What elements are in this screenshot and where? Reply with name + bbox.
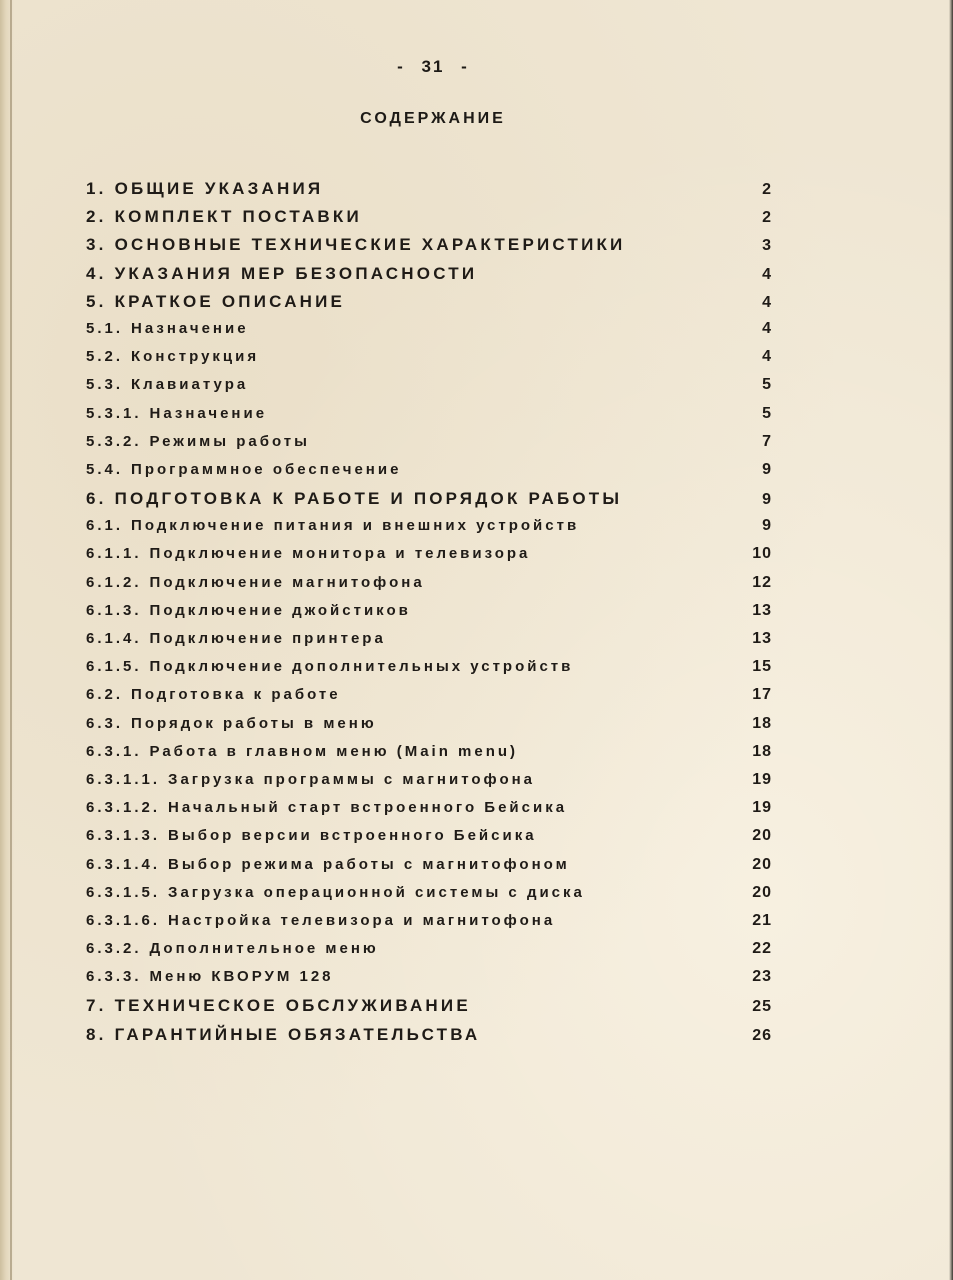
toc-entry [86, 602, 772, 630]
toc-entry-page: 4 [762, 293, 772, 311]
toc-entry-title: ГАРАНТИЙНЫЕ ОБЯЗАТЕЛЬСТВА [114, 1024, 481, 1044]
toc-entry-label [86, 545, 530, 562]
toc-entry [86, 630, 772, 658]
toc-entry-title: Подключение джойстиков [149, 601, 411, 619]
toc-entry-label [86, 574, 425, 591]
toc-entry [86, 207, 772, 235]
toc-entry-number: 5.1. [86, 319, 124, 337]
toc-entry-title: Меню КВОРУМ 128 [149, 968, 334, 986]
toc-entry-title: Подготовка к работе [131, 686, 341, 704]
toc-entry-title: Назначение [131, 319, 249, 337]
toc-entry-title: ПОДГОТОВКА К РАБОТЕ И ПОРЯДОК РАБОТЫ [114, 489, 623, 509]
toc-entry-number: 2. [86, 207, 107, 227]
toc-entry-page: 2 [762, 209, 772, 227]
toc-entry-number: 6.3.1.1. [86, 770, 161, 788]
toc-entry-page: 2 [762, 181, 772, 198]
toc-entry-title: ОСНОВНЫЕ ТЕХНИЧЕСКИЕ ХАРАКТЕРИСТИКИ [114, 235, 626, 255]
toc-entry-label [86, 264, 477, 284]
toc-entry [86, 433, 772, 461]
toc-entry [86, 771, 772, 799]
toc-entry-page: 7 [762, 432, 772, 450]
toc-entry [86, 292, 772, 320]
toc-entry-title: Дополнительное меню [149, 940, 379, 958]
toc-entry-label [86, 292, 345, 312]
toc-entry-label [86, 799, 567, 816]
toc-entry-number: 5.4. [86, 460, 124, 478]
toc-entry [86, 348, 772, 376]
toc-entry-title: Подключение питания и внешних устройств [131, 517, 580, 535]
toc-entry-label [86, 912, 555, 929]
toc-entry-label [86, 405, 267, 422]
toc-entry-title: Загрузка операционной системы с диска [168, 883, 585, 901]
toc-entry-title: Настройка телевизора и магнитофона [168, 911, 556, 929]
toc-entry-title: Конструкция [131, 348, 260, 366]
toc-entry-number: 5.2. [86, 348, 124, 366]
toc-entry-page: 4 [762, 319, 772, 337]
toc-entry-number: 6.3.1.6. [86, 911, 161, 929]
toc-entry-number: 4. [86, 263, 107, 283]
toc-entry-page: 20 [752, 855, 772, 873]
page-title: СОДЕРЖАНИЕ [360, 110, 506, 127]
toc-entry-title: Выбор режима работы с магнитофоном [168, 855, 570, 873]
toc-entry-number: 5.3.2. [86, 432, 142, 450]
toc-entry-page: 15 [752, 658, 772, 676]
toc-entry-number: 6.3.1.5. [86, 883, 161, 901]
toc-entry-label [86, 968, 334, 985]
toc-entry-label [86, 658, 573, 675]
toc-entry-number: 6.1.4. [86, 630, 142, 647]
toc-entry-number: 6.1.5. [86, 658, 142, 676]
toc-entry-label [86, 940, 379, 957]
toc-entry [86, 884, 772, 912]
toc-entry-title: Работа в главном меню (Main menu) [149, 742, 519, 760]
toc-entry-label [86, 884, 585, 901]
toc-entry-page: 4 [762, 348, 772, 366]
toc-entry [86, 827, 772, 855]
toc-entry [86, 940, 772, 968]
toc-entry-page: 26 [752, 1026, 772, 1044]
toc-entry-number: 6.1.2. [86, 573, 142, 591]
toc-entry [86, 376, 772, 404]
toc-entry-label [86, 1025, 480, 1045]
toc-entry-label [86, 715, 377, 732]
toc-entry-number: 6.3.2. [86, 940, 142, 958]
toc-entry-number: 3. [86, 235, 107, 255]
toc-entry-number: 6.2. [86, 686, 124, 704]
toc-entry-title: ТЕХНИЧЕСКОЕ ОБСЛУЖИВАНИЕ [114, 996, 471, 1016]
toc-entry-title: Подключение монитора и телевизора [149, 545, 531, 563]
toc-entry-number: 6.3.1. [86, 742, 142, 760]
toc-entry-page: 9 [762, 460, 772, 478]
toc-entry [86, 545, 772, 573]
toc-entry-label [86, 376, 248, 393]
toc-entry-label [86, 207, 362, 227]
toc-entry-label [86, 996, 471, 1016]
page-number: - 31 - [397, 57, 469, 76]
toc-entry-number: 6.1.1. [86, 545, 142, 563]
toc-entry [86, 658, 772, 686]
toc-entry-title: Порядок работы в меню [131, 714, 377, 732]
toc-entry [86, 517, 772, 545]
toc-entry-label [86, 602, 411, 619]
table-of-contents [86, 179, 772, 1053]
toc-entry [86, 264, 772, 292]
toc-entry-number: 6.1. [86, 517, 124, 535]
toc-entry [86, 686, 772, 714]
toc-entry [86, 179, 772, 207]
toc-entry-title: Подключение принтера [149, 630, 386, 647]
toc-entry [86, 856, 772, 884]
toc-entry [86, 405, 772, 433]
toc-entry-label [86, 630, 386, 647]
toc-entry-page: 20 [752, 883, 772, 901]
toc-entry-title: Загрузка программы с магнитофона [168, 770, 536, 788]
toc-entry-number: 6.3.1.2. [86, 799, 161, 817]
toc-entry [86, 489, 772, 517]
toc-entry [86, 574, 772, 602]
toc-entry-number: 6.3.1.3. [86, 827, 161, 845]
toc-entry [86, 320, 772, 348]
toc-entry-page: 20 [752, 827, 772, 845]
toc-entry-page: 10 [752, 545, 772, 563]
toc-entry [86, 968, 772, 996]
toc-entry-title: КРАТКОЕ ОПИСАНИЕ [114, 291, 346, 311]
toc-entry [86, 235, 772, 263]
toc-entry-label [86, 320, 249, 337]
toc-entry-label [86, 235, 625, 255]
toc-entry-title: Начальный старт встроенного Бейсика [168, 799, 568, 817]
toc-entry-label [86, 461, 401, 478]
toc-entry-page: 17 [752, 686, 772, 704]
toc-entry-number: 6.3. [86, 714, 124, 732]
toc-entry-page: 12 [752, 573, 772, 591]
toc-entry [86, 996, 772, 1024]
toc-entry-page: 3 [762, 237, 772, 255]
toc-entry-number: 1. [86, 179, 107, 198]
toc-entry-number: 5. [86, 291, 107, 311]
toc-entry-page: 18 [752, 714, 772, 732]
toc-entry-page: 13 [752, 630, 772, 647]
toc-entry-title: Подключение магнитофона [149, 573, 425, 591]
toc-entry-title: Программное обеспечение [131, 460, 402, 478]
toc-entry-number: 7. [86, 996, 107, 1016]
toc-entry-page: 9 [762, 517, 772, 535]
toc-entry-number: 6. [86, 489, 107, 509]
toc-entry-page: 13 [752, 601, 772, 619]
toc-entry-title: Клавиатура [131, 376, 249, 394]
toc-entry-number: 6.3.3. [86, 968, 142, 986]
toc-entry-page: 5 [762, 404, 772, 422]
page-right-edge [949, 0, 953, 1280]
toc-entry-page: 22 [752, 940, 772, 958]
toc-entry-number: 5.3.1. [86, 404, 142, 422]
toc-entry-page: 23 [752, 968, 772, 986]
toc-entry-label [86, 827, 537, 844]
toc-entry-page: 19 [752, 799, 772, 817]
toc-entry-label [86, 179, 323, 199]
toc-entry-label [86, 517, 579, 534]
toc-entry [86, 1025, 772, 1053]
toc-entry-page: 19 [752, 770, 772, 788]
page-binding-line [10, 0, 12, 1280]
toc-entry-title: КОМПЛЕКТ ПОСТАВКИ [114, 207, 362, 227]
toc-entry-title: УКАЗАНИЯ МЕР БЕЗОПАСНОСТИ [114, 263, 478, 283]
toc-entry-label [86, 771, 535, 788]
toc-entry-page: 18 [752, 742, 772, 760]
toc-entry-title: Режимы работы [149, 432, 310, 450]
toc-entry-label [86, 489, 622, 509]
toc-entry-label [86, 856, 570, 873]
toc-entry-number: 6.3.1.4. [86, 855, 161, 873]
toc-entry-label [86, 348, 259, 365]
toc-entry [86, 715, 772, 743]
toc-entry-title: Выбор версии встроенного Бейсика [168, 827, 537, 845]
toc-entry-number: 5.3. [86, 376, 124, 394]
toc-entry [86, 912, 772, 940]
toc-entry-number: 6.1.3. [86, 601, 142, 619]
toc-entry [86, 461, 772, 489]
toc-entry [86, 743, 772, 771]
toc-entry-page: 21 [752, 911, 772, 929]
toc-entry-label [86, 686, 341, 703]
toc-entry-page: 9 [762, 491, 772, 509]
toc-entry-title: ОБЩИЕ УКАЗАНИЯ [114, 179, 324, 198]
toc-entry [86, 799, 772, 827]
toc-entry-title: Подключение дополнительных устройств [149, 658, 574, 676]
toc-entry-title: Назначение [149, 404, 268, 422]
toc-entry-number: 8. [86, 1024, 107, 1044]
toc-entry-label [86, 433, 310, 450]
toc-entry-page: 5 [762, 376, 772, 394]
toc-entry-label [86, 743, 518, 760]
toc-entry-page: 4 [762, 265, 772, 283]
toc-entry-page: 25 [752, 998, 772, 1016]
